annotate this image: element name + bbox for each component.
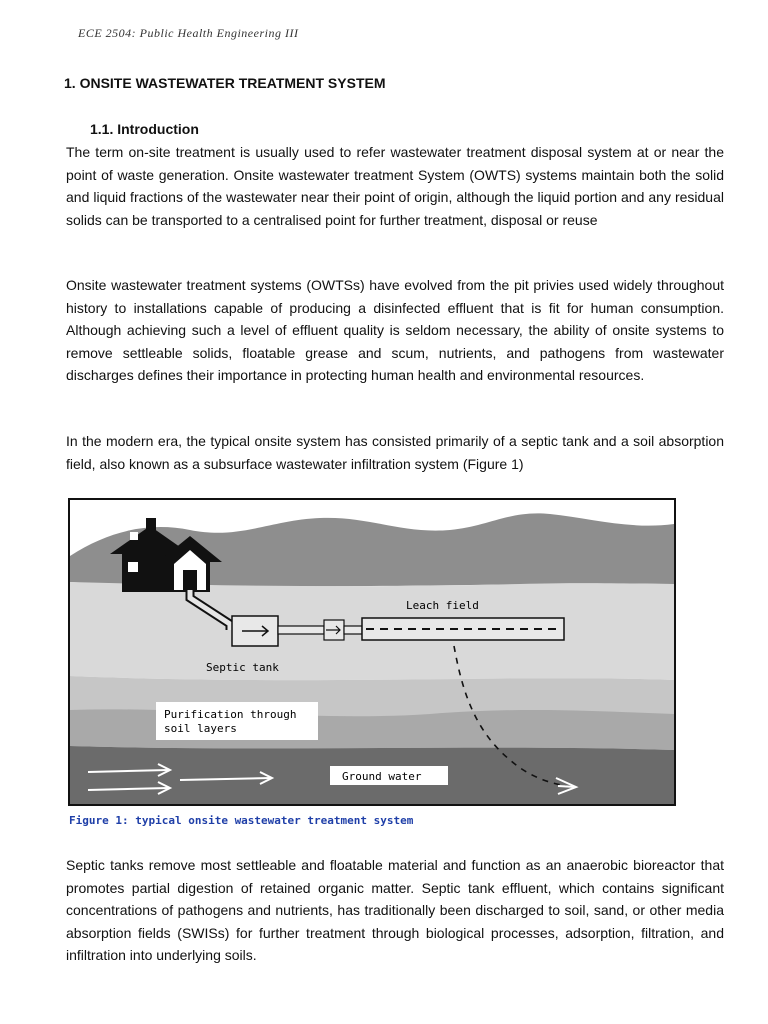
paragraph-septic-tanks: Septic tanks remove most settleable and floatable material and function as an anaerobic bioreactor that promotes partial digestion of retained organic matter. Septic tank effluent, which contains significant concentrations of pathogens and nutrients, has traditionally been discharged to soil, sand, or other media absorption fields (SWISs) for further treatment through biological processes, adsorption, filtration, and infiltration into underlying soils. xyxy=(66,857,724,964)
label-ground-water: Ground water xyxy=(342,770,422,783)
section-heading: 1. ONSITE WASTEWATER TREATMENT SYSTEM xyxy=(64,75,386,91)
paragraph-intro: The term on-site treatment is usually used to refer wastewater treatment disposal system at or near the point of waste generation. Onsite wastewater treatment System (OWTS) systems maintain both the solid and liquid fractions of the wastewater near their point of origin, although the liquid portion and any residual solids can be transported to a centralised point for further treatment, disposal or reuse xyxy=(66,144,724,228)
label-purification-line1: Purification through xyxy=(164,708,297,721)
label-septic-tank: Septic tank xyxy=(206,661,279,674)
running-header: ECE 2504: Public Health Engineering III xyxy=(78,26,299,40)
label-purification-line2: soil layers xyxy=(164,722,237,735)
paragraph-modern-era: In the modern era, the typical onsite system has consisted primarily of a septic tank and a soil absorption field, also known as a subsurface wastewater infiltration system (Figure 1) xyxy=(66,433,724,472)
onsite-system-figure xyxy=(68,498,676,806)
percolation-arrow-shaft xyxy=(558,786,576,787)
subsection-heading: 1.1. Introduction xyxy=(90,121,199,137)
connector-pipe xyxy=(344,626,362,634)
leach-field xyxy=(362,618,564,640)
figure-caption: Figure 1: typical onsite wastewater treatment system xyxy=(69,814,414,827)
outlet-pipe xyxy=(278,626,324,634)
figure-diagram xyxy=(70,500,674,804)
paragraph-evolution: Onsite wastewater treatment systems (OWTSs) have evolved from the pit privies used widely throughout history to installations capable of producing a disinfected effluent that is fit for human consumption. Although achieving such a level of effluent quality is seldom necessary, the ability of onsite systems to remove settleable solids, floatable grease and scum, nutrients, and pathogens from wastewater discharges defines their importance in protecting human health and environmental resources. xyxy=(66,277,724,384)
label-leach-field: Leach field xyxy=(406,599,479,612)
